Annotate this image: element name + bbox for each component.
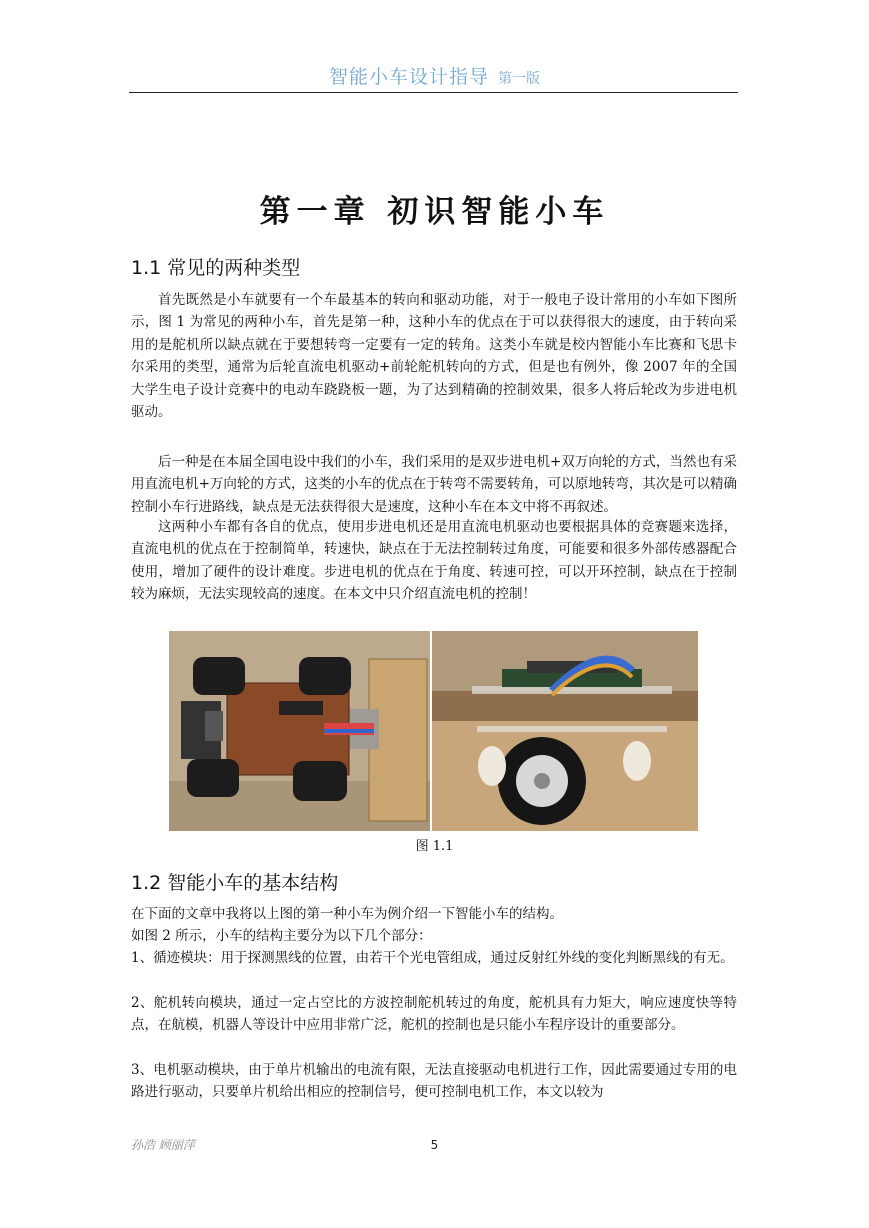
header-edition: 第一版 — [498, 71, 541, 87]
list-item-1: 1、循迹模块：用于探测黑线的位置，由若干个光电管组成，通过反射红外线的变化判断黑线的有无。 — [131, 950, 734, 966]
section-heading-1-1: 1.1 常见的两种类型 — [131, 257, 301, 279]
footer-author: 孙浩 顾丽萍 — [131, 1138, 195, 1152]
paragraph-3: 这两种小车都有各自的优点，使用步进电机还是用直流电机驱动也要根据具体的竞赛题来选择，直流电机的优点在于控制简单，转速快，缺点在于无法控制转过角度，可能要和很多外部传感器配合使用，增加了硬件的设计难度。步进电机的优点在于角度、转速可控，可以开环控制，缺点在于控制较为麻烦，无法实现较高的速度。在本文中只介绍直流电机的控制！ — [131, 519, 737, 603]
paragraph-1: 首先既然是小车就要有一个车最基本的转向和驱动功能，对于一般电子设计常用的小车如下图所示，图 1 为常见的两种小车，首先是第一种，这种小车的优点在于可以获得很大的速度，由于转向采用的是舵机所以缺点就在于要想转弯一定要有一定的转角。这类小车就是校内智能小车比赛和飞思卡尔采用的类型，通常为后轮直流电机驱动+前轮舵机转向的方式，但是也有例外，像 2007 年的全国大学生电子设计竞赛中的电动车跷跷板一题，为了达到精确的控制效果，很多人将后轮改为步进电机驱动。 — [131, 292, 737, 421]
list-item-2: 2、舵机转向模块，通过一定占空比的方波控制舵机转过的角度，舵机具有力矩大，响应速度快等特点，在航模，机器人等设计中应用非常广泛，舵机的控制也是只能小车程序设计的重要部分。 — [131, 995, 737, 1034]
text-line-1: 在下面的文章中我将以上图的第一种小车为例介绍一下智能小车的结构。 — [131, 906, 563, 922]
car-side-view-photo — [432, 631, 698, 831]
car-top-view-image — [169, 631, 430, 831]
page-number: 5 — [430, 1138, 439, 1152]
car-side-view-image — [432, 631, 698, 831]
list-item-3: 3、电机驱动模块，由于单片机输出的电流有限，无法直接驱动电机进行工作，因此需要通过专用的电路进行驱动，只要单片机给出相应的控制信号，便可控制电机工作，本文以较为 — [131, 1062, 737, 1101]
car-top-view-photo — [169, 631, 430, 831]
text-line-2: 如图 2 所示，小车的结构主要分为以下几个部分： — [131, 928, 432, 944]
chapter-title: 第一章 初识智能小车 — [259, 194, 610, 230]
figure-caption: 图 1.1 — [415, 839, 454, 854]
section-heading-1-2: 1.2 智能小车的基本结构 — [131, 872, 339, 894]
header-rule — [129, 92, 738, 93]
header-title: 智能小车设计指导 — [328, 66, 489, 88]
paragraph-2: 后一种是在本届全国电设中我们的小车，我们采用的是双步进电机+双万向轮的方式，当然也有采用直流电机+万向轮的方式，这类的小车的优点在于转弯不需要转角，可以原地转弯，其次是可以精确控制小车行进路线，缺点是无法获得很大是速度，这种小车在本文中将不再叙述。 — [131, 454, 737, 515]
running-header — [0, 62, 869, 89]
